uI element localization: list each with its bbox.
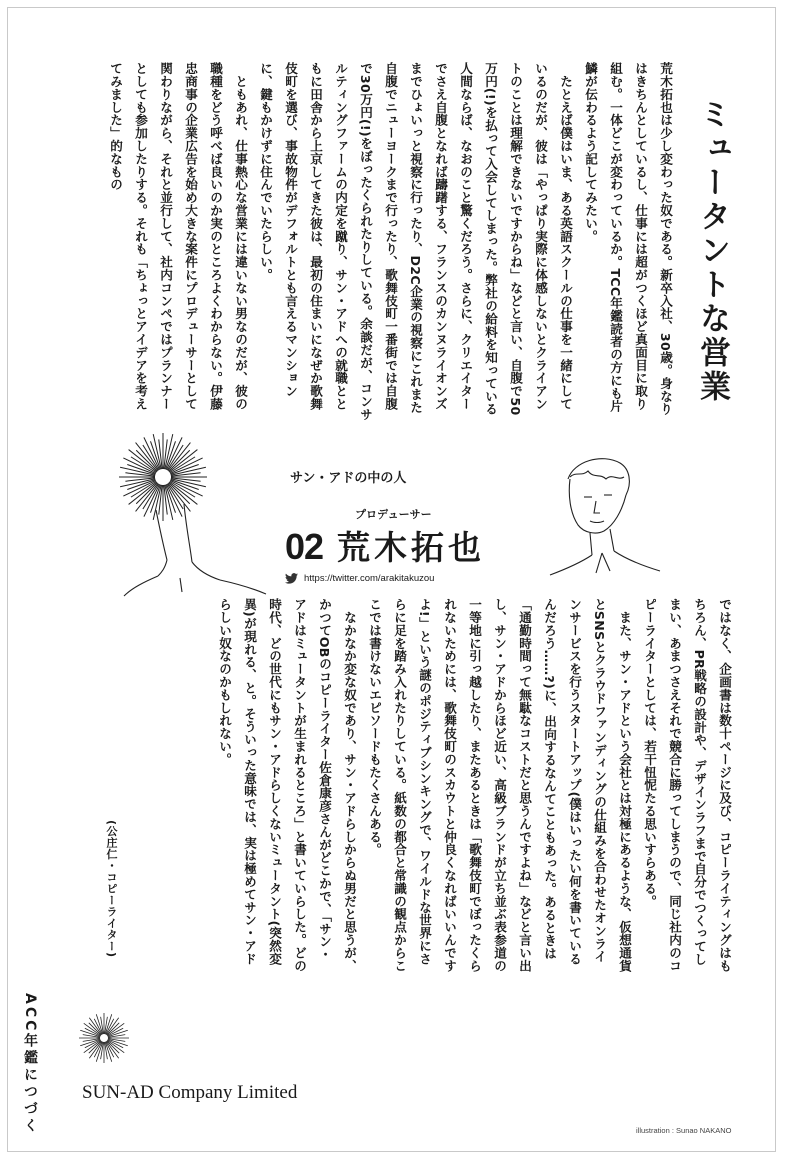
profile-number: 02	[285, 526, 324, 567]
profile-block	[285, 460, 545, 584]
profile-name: 荒木拓也	[337, 528, 486, 567]
profile-heading	[285, 522, 545, 569]
author-credit: (公庄仁・コピーライター)	[105, 820, 118, 958]
starburst-ray	[169, 450, 190, 471]
illustration-credit: illustration : Sunao NAKANO	[636, 1126, 732, 1135]
section-label: サン・アドの中の人	[290, 471, 407, 486]
side-tag: ACC年鑑につづく	[22, 993, 38, 1136]
article-body-bottom: ではなく、企画書は数十ページに及び、コピーライティングはもちろん、PR戦略の設計や、デザインラフまで自分でつくってしまい、あまつさえそれで競合に勝ってしまうので、同じ社内のコピーライターとしては、若干忸怩たる思いすらある。 また、サン・アドという会社とは対極にあるような、仮想通貨とSNSとクラウドファンディングの仕組みを合わせたオンラインサービスを行うスタートアップ(僕はいったい何を書いているんだろう……?)に、出向するなんてこともあった。あるときは「通勤時間って無駄なコストだと思うんですよね」などと言い出し、サン・アドからほど近い、高級ブランドが立ち並ぶ表参道の一等地に引っ越したり、またあるときは「歌舞伎町でぼったくられないためには、歌舞伎町のスカウトと仲良くなればいいんですよ!」という謎のポジティブシンキングで、ワイルドな世界にさらに足を踏み入れたりしている。紙数の都合と常識の観点からここでは書けないエピソードもたくさんある。 なかなか変な奴であり、サン・アドらしからぬ男だと思うが、かつてOBのコピーライター佐倉康彦さんがどこかで、「サン・アドはミュータントが生まれるところ」と書いていらした。どの時代、どの世代にもサン・アドらしくないミュータント(突然変異)が現れる、と。そういった意味では、実は極めてサン・アドらしい奴なのかもしれない。	[217, 598, 732, 973]
starburst-ray	[136, 450, 157, 471]
right-figure-illustration	[540, 455, 670, 595]
company-name: SUN-AD Company Limited	[82, 1082, 298, 1103]
twitter-bird-icon	[285, 573, 298, 584]
profile-role: プロデューサー	[355, 508, 432, 521]
left-figure-illustration	[120, 490, 270, 605]
article-body-top: 荒木拓也は少し変わった奴である。新卒入社、30歳。身なりはきちんとしているし、仕事には超がつくほど真面目に取り組む。一体どこが変わっているか。TCC年鑑読者の方にも片鱗が伝わるよう記してみたい。 たとえば僕はいま、ある英語スクールの仕事を一緒にしているのだが、彼は「やっぱり実際に体感しないとクライアントのことは理解できないですからね」などと言い、自腹で50万円(!)を払って入会してしまった。弊社の給料を知っている人間ならば、なおのこと驚くだろう。さらに、クリエイターでさえ自腹となれば躊躇する、フランスのカンヌライオンズまでひょいっと視察に行ったり、D2C企業の視察にこれまた自腹でニューヨークまで行ったり、歌舞伎町一番街では自腹で30万円(!)をぼったくられたりしている。余談だが、コンサルティングファームの内定を蹴り、サン・アドへの就職とともに田舎から上京してきた彼は、最初の住まいになぜか歌舞伎町を選び、事故物件がデフォルトとも言えるマンションに、鍵もかけずに住んでいたらしい。 ともあれ、仕事熱心な営業には違いない男なのだが、彼の職種をどう呼べば良いのか実のところよくわからない。伊藤忠商事の企業広告を始め大きな案件にプロデューサーとして関わりながら、それと並行して、社内コンペではプランナーとしても参加したりする。それも「ちょっとアイデアを考えてみました」的なもの	[108, 62, 673, 421]
twitter-row[interactable]	[285, 573, 545, 584]
twitter-url[interactable]: https://twitter.com/arakitakuzou	[304, 573, 435, 584]
company-logo-starburst	[78, 1012, 130, 1064]
article-title: ミュータントな営業	[694, 98, 730, 404]
